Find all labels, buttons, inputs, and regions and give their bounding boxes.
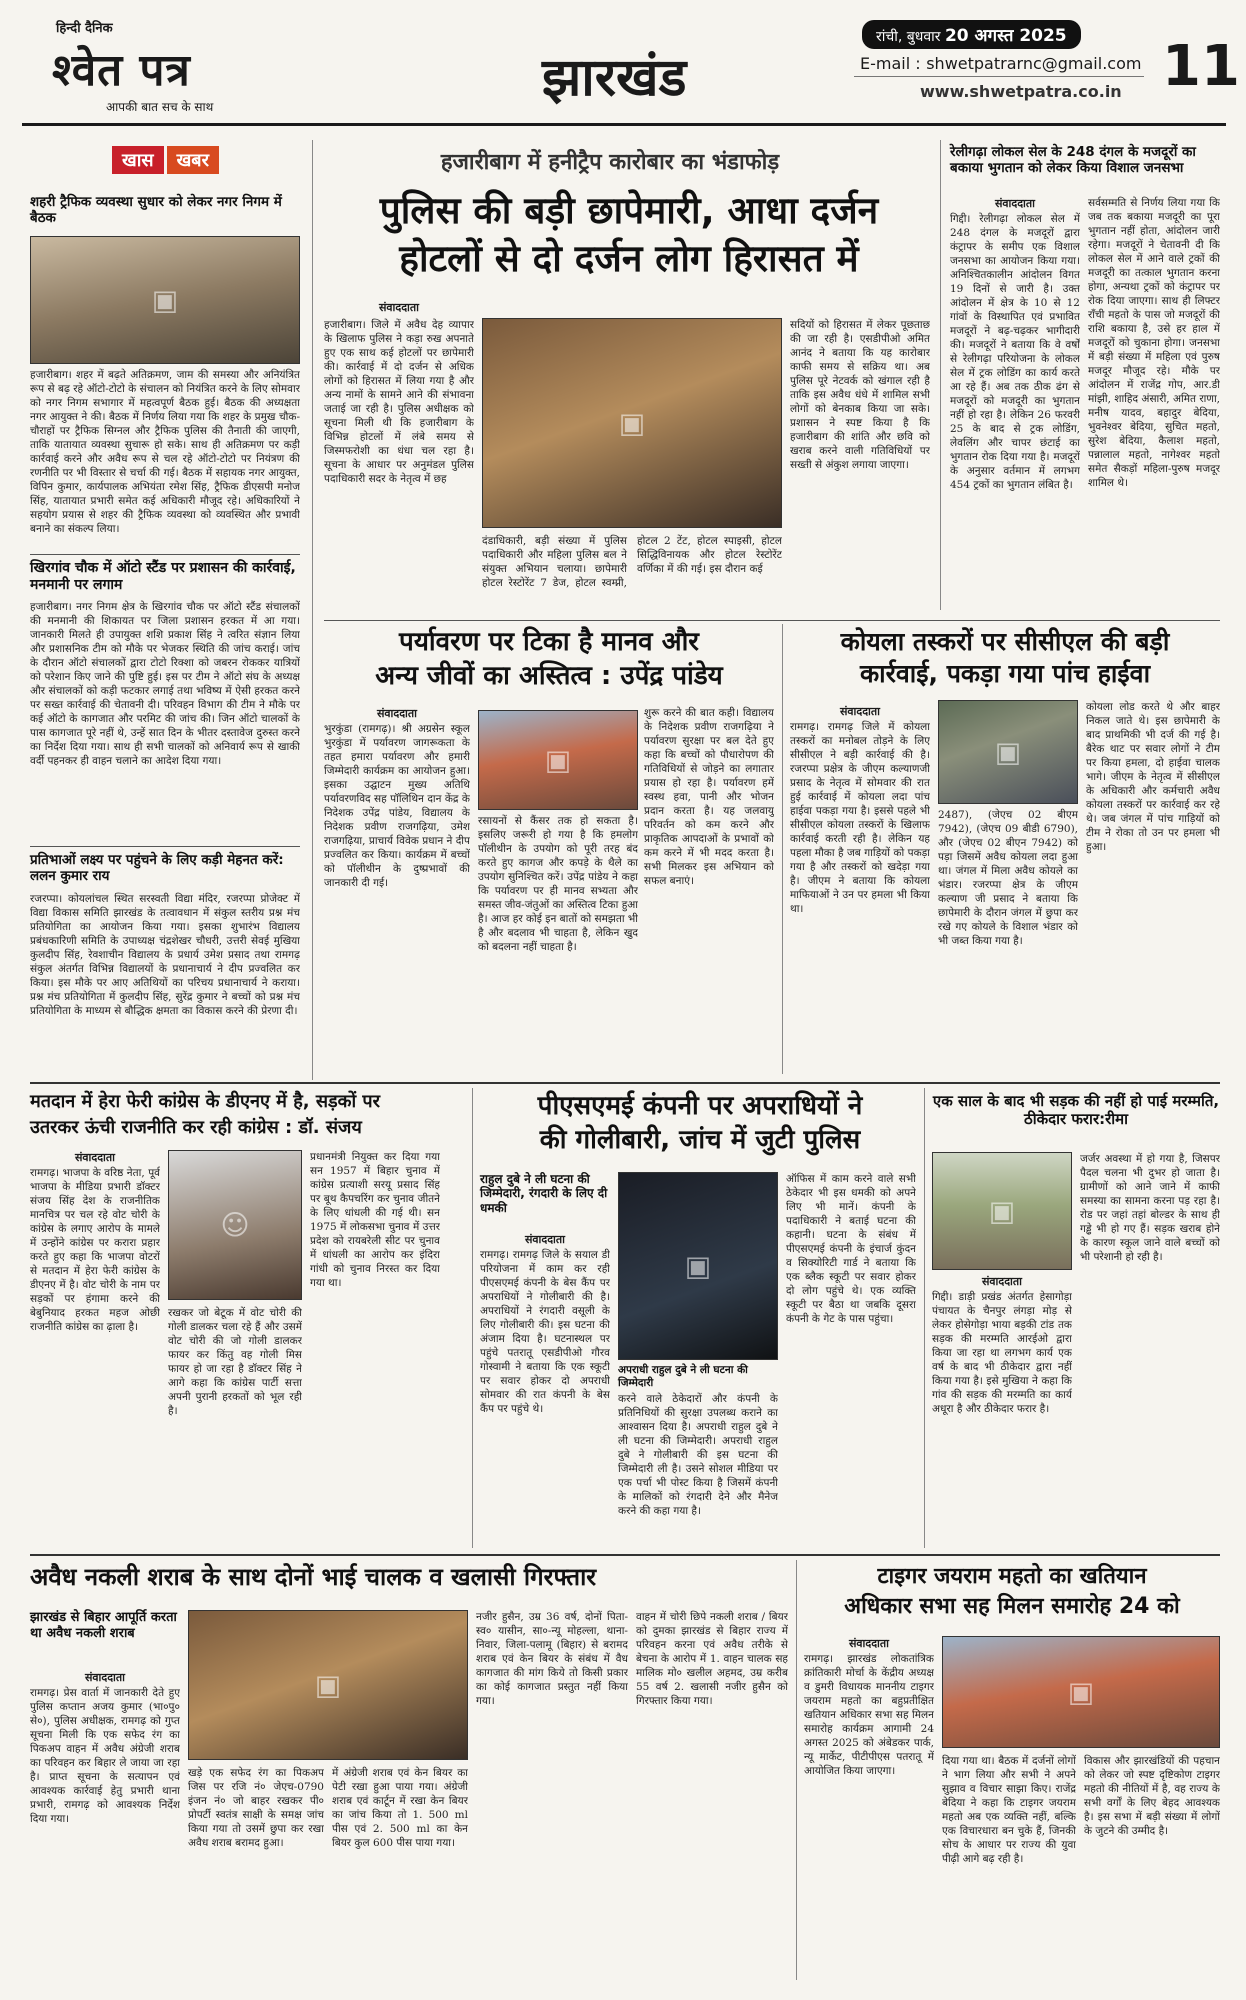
right-story-byline: संवाददाता [994,197,1036,210]
truck-photo [938,700,1078,804]
psmy-caption: अपराधी राहुल दुबे ने ली घटना की जिम्मेदारी [618,1364,748,1389]
photo-icon: ▣ [151,283,179,317]
tiger-head-line2: अधिकार सभा सह मिलन समारोह 24 को [844,1594,1180,1619]
road-head: एक साल के बाद भी सड़क की नहीं हो पाई मरम्मति, ठीकेदार फरार:रीमा [932,1092,1220,1128]
tiger-head-line1: टाइगर जयराम महतो का खतियान [877,1564,1147,1589]
photo-icon: ▣ [618,406,646,440]
left-story3-head: प्रतिभाओं लक्ष्य पर पहुंचने के लिए कड़ी मेहनत करें: ललन कुमार राय [30,852,284,885]
congress-col1: रामगढ़। भाजपा के वरिष्ठ नेता, पूर्व भाजपा के मीडिया प्रभारी डॉक्टर संजय सिंह देश के राजनीतिक मानचित्र पर चल रहे वोट चोरी के कांग्रेस के लगाए आरोप के मामले में उन्होंने कांग्रेस पर करारा प्रहार करते हुए कहा कि भाजपा वोटरों से मतदान में हेरा फेरी कांग्रेस के डीएनए में है। वोट चोरी के नाम पर सड़कों पर हंगामा करने की बेबुनियाद हरकत महज ओछी राजनीति कांग्रेस का ढ़ाला है। [30,1167,160,1333]
psmy-col1: रामगढ़। रामगढ़ जिले के सयाल डी परियोजना में काम कर रही पीएसएमई कंपनी के बेस कैंप पर अपराधियों ने गोलीबारी की है। अपराधियों ने रंगदारी वसूली के लिए गोलीबारी की। इस घटना की अंजाम दिया है। घटनास्थल पर पहुंचे पतरातू एसडीपीओ गौरव गोस्वामी ने बताया कि एक स्कूटी पर सवार होकर दो अपराधी सोमवार की रात कंपनी के बेस कैंप पर पहुंचे थे। [480,1249,610,1415]
page-number: 11 [1162,34,1240,99]
left-story3-body: रजरप्पा। कोयलांचल स्थित सरस्वती विद्या मंदिर, रजरप्पा प्रोजेक्ट में विद्या विकास समिति झारखंड के तत्वावधान में संकुल स्तरीय प्रश्न मंच प्रतियोगिता का आयोजन किया गया। इसका शुभारंभ विद्यालय प्रबंधकारिणी समिति के उपाध्यक्ष चंद्रशेखर चौधरी, उत्तरी सेवई मुखिया कुलदीप सिंह, रेवशाचीन विद्यालय के प्रधार्य उमेश प्रसाद तथा रामगढ़ संकुल अंतर्गत विभिन्न विद्यालयों के प्रधानाचार्य ने दीप प्रज्वलित कर किया। इस मौके पर आए अतिथियों का परिचय प्रधानाचार्य ने कराया। प्रश्न मंच प्रतियोगिता में कुलदीप सिंह, सुरेंद्र कुमार ने बच्चों को प्रश्न मंच प्रतियोगिता के माध्यम से बौद्धिक क्षमता का विकास करने की प्रेरणा दी। [30,893,300,1017]
liquor-col2: खड़े एक सफेद रंग का पिकअप जिस पर रजि नं० जेएच-0790 इंजन नं० जो बाहर रखकर पी० प्रोपर्टी स्वतंत्र साक्षी के समक्ष जांच किया गया तो उसमें छुपा कर रखा अवैध शराब बरामद हुआ। [188,1767,324,1849]
liquor-col3: में अंग्रेजी शराब एवं केन बियर का पेटी रखा हुआ पाया गया। अंग्रेजी शराब एवं कार्टून में रखा केन बियर का जांच किया तो 1. 500 ml पीस एवं 2. 500 ml का केन बियर कुल 600 पीस पाया गया। [332,1767,468,1849]
arrest-photo [188,1610,468,1760]
column-rule [782,624,783,1074]
liquor-sub-head: झारखंड से बिहार आपूर्ति करता था अवैध नकली शराब [30,1610,177,1641]
env-col1: भुरकुंडा (रामगढ़)। श्री अग्रसेन स्कूल भुरकुंडा में पर्यावरण जागरूकता के तहत हमारा पर्यावरण और हमारी जिम्मेदारी कार्यक्रम का आयोजन हुआ। इसका उद्घाटन मुख्य अतिथि पर्यावरणविद सह पॉलिथिन दान केंद्र के निदेशक उपेंद्र पांडेय, विद्यालय के निदेशक प्रवीण राजगढ़िया, उमेश राजगढ़िया, प्राचार्य विवेक प्रधान ने दीप प्रज्वलित कर किया। कार्यक्रम में बच्चों को पॉलीथीन के दुष्प्रभावों की जानकारी दी गई। [324,723,470,889]
divider [30,554,300,555]
congress-col3: रखकर जो बेटूक में वोट चोरी की गोली डालकर चला रहे हैं और उसमें वोट चोरी की जो गोली डालकर फायर कर किंतु वह गोली मिस फायर हो जा रहा है डॉक्टर सिंह ने आगे कहा कि कांग्रेस पार्टी सत्ता अपनी पुरानी हरकतों को भूल रही है। [168,1307,302,1417]
tiger-col3: विकास और झारखंडियों की पहचान को लेकर जो स्पष्ट दृष्टिकोण टाइगर महतो की नीतियों में है, वह राज्य के सभी वर्गों के लिए बेहद आवश्यक है। इस सभा में बड़ी संख्या में लोगों के जुटने की उम्मीद है। [1084,1755,1220,1837]
coal-col1: रामगढ़। रामगढ़ जिले में कोयला तस्करों का मनोबल तोड़ने के लिए सीसीएल ने बड़ी कार्रवाई की है। रजरप्पा प्रक्षेत्र के जीएम कल्याणजी प्रसाद के नेतृत्व में सोमवार की रात हुई कार्रवाई में कोयला लदा पांच हाईवा पकड़ा गया है। इससे पहले भी सीसीएल कोयला तस्करों के खिलाफ कार्रवाई करती रही है। लेकिन यह पहला मौका है जब गाड़ियों को पकड़ा गया है और तस्करों को खदेड़ा गया है। जीएम ने बताया कि कोयला माफियाओं ने उन पर हमला भी किया था। [790,721,930,915]
coal-col2: 2487), (जेएच 02 बीएम 7942), (जेएच 09 बीडी 6790), और (जेएच 02 बीएन 7942) को पड़ा जिसमें अवैध कोयला लदा हुआ था। जंगल में मिला अवैध कोयले का भंडार। रजरप्पा क्षेत्र के जीएम कल्याण जी प्रसाद ने बताया कि छापेमारी के दौरान जंगल में छुपा कर रखे गए कोयले के विशाल भंडार को भी जब्त किया गया है। [938,809,1078,947]
divider [30,1554,1220,1556]
lead-byline: संवाददाता [378,301,420,314]
liquor-col4: नजीर हुसैन, उम्र 36 वर्ष, दोनों पिता-स्व० यासीन, सा०-न्यू मोहल्ला, थाना-निवार, जिला-पलामू (बिहार) से बरामद शराब एवं केन बियर के संबंध में वैध कागजात की मांग किये तो किसी प्रकार का कोई कागजात प्रस्तुत नहीं किया गया। [476,1611,628,1707]
section-title: झारखंड [542,47,687,108]
badge-part-1: खास [112,146,164,174]
liquor-col1: रामगढ़। प्रेस वार्ता में जानकारी देते हुए पुलिस कप्तान अजय कुमार (भा०पु० से०), पुलिस अधीक्षक, रामगढ़ को गुप्त सूचना मिली कि एक सफेद रंग का पिकअप वाहन में अवैध अंग्रेजी शराब का परिवहन कर बिहार ले जाया जा रहा है। प्राप्त सूचना के सत्यापन एवं आवश्यक कार्रवाई हेतु प्रभारी थाना प्रभारी, रामगढ़ को आवश्यक निर्देश दिया गया। [30,1687,180,1825]
divider [30,846,300,847]
divider [324,620,1220,621]
photo-icon: ▣ [684,1249,712,1283]
psmy-col3: ऑफिस में काम करने वाले सभी ठेकेदार भी इस धमकी को अपने लिए भी मानें। कंपनी के पदाधिकारी ने बताई घटना की कहानी। घटना के संबंध में पीएसएमई कंपनी के इंचार्ज कुंदन व सिक्योरिटी गार्ड ने बताया कि एक ब्लैक स्कूटी पर सवार होकर दो लोग पहुंचे थे। एक व्यक्ति स्कूटी पर बैठा था जबकि दूसरा कंपनी के गेट के पास पहुंचा। [786,1173,916,1325]
dateline-city: रांची, बुधवार [876,29,941,45]
tiger-byline: संवाददाता [848,1637,890,1650]
psmy-sub-head: राहुल दुबे ने ली घटना की जिम्मेदारी, रंगदारी के लिए दी धमकी [480,1172,608,1215]
coal-head-line2: कार्रवाई, पकड़ा गया पांच हाईवा [859,659,1151,688]
road-photo [932,1152,1072,1270]
congress-head-line2: उतरकर ऊंची राजनीति कर रही कांग्रेस : डॉ. संजय [30,1117,362,1138]
column-rule [924,1088,925,1548]
congress-col2: प्रधानमंत्री नियुक्त कर दिया गया सन 1957 में बिहार चुनाव में कांग्रेस प्रत्याशी सरयू प्रसाद सिंह पर बूथ कैपचरिंग कर चुनाव जीतने के लिए धांधली की गई थी। सन 1975 में लोकसभा चुनाव में उत्तर प्रदेश को रायबरेली सीट पर चुनाव में धांधली का आरोप कर इंदिरा गांधी को चुनाव निरस्त कर दिया गया था। [310,1151,440,1289]
khas-khabar-badge [112,146,219,174]
night-scene-photo [618,1172,778,1360]
masthead [22,16,1240,126]
liquor-byline: संवाददाता [84,1671,126,1684]
lead-head-line1: पुलिस की बड़ी छापेमारी, आधा दर्जन [379,189,879,232]
right-story-head: रेलीगढ़ा लोकल सेल के 248 दंगल के मजदूरों का बकाया भुगतान को लेकर किया विशाल जनसभा [950,144,1196,177]
dateline-date: 20 अगस्त 2025 [944,26,1067,46]
right-story-col1: गिद्दी। रेलीगढ़ा लोकल सेल में 248 दंगल के मजदूरों द्वारा कंट्रापर के समीप एक विशाल जनसभा का आयोजन किया गया। अनिश्चितकालीन आंदोलन विगत 19 दिनों से जारी है। उक्त आंदोलन में क्षेत्र के 10 से 12 गांवों के विस्थापित एवं प्रभावित मजदूरों ने बढ़-चढ़कर भागीदारी की। मजदूरों ने बताया कि वे वर्षों से रेलीगढ़ा परियोजना के लोकल सेल में ट्रक लोडिंग का कार्य करते आ रहे हैं। अब तक ठीक ढंग से मजदूरों को मजदूरी का भुगतान नहीं हो रहा है। लेकिन 26 फरवरी 25 के बाद से ट्रक लोडिंग, लेवलिंग और चापर छंटाई का भुगतान रोक दिया गया है। मजदूरों के अनुसार वर्तमान में लगभग 454 ट्रकों का भुगतान लंबित है। [950,213,1080,491]
tiger-col1: रामगढ़। झारखंड लोकतांत्रिक क्रांतिकारी मोर्चा के केंद्रीय अध्यक्ष व डुमरी विधायक माननीय टाइगर जयराम महतो का बहुप्रतीक्षित खतियान अधिकार सभा सह मिलन समारोह कार्यक्रम आगामी 24 अगस्त 2025 को अंबेडकर पार्क, न्यू मार्केट, पीटीपीएस पतरातू में आयोजित किया जाएगा। [804,1653,934,1777]
coal-col3: कोयला लोड करते थे और बाहर निकल जाते थे। इस छापेमारी के बाद प्राथमिकी भी दर्ज की गई है। बैरेक थाट पर सवार लोगों ने टीम पर किया हमला, दो हाईवा चालक भागे। जीएम के नेतृत्व में सीसीएल के अधिकारी और कर्मचारी अवैध कोयला तस्करों पर कार्रवाई कर रहे थे। जब जंगल में पांच गाड़ियों को टीम ने रोका तो उन पर हमला भी हुआ। [1086,701,1220,853]
env-head-line2: अन्य जीवों का अस्तित्व : उपेंद्र पांडेय [375,661,723,691]
tiger-col2: दिया गया था। बैठक में दर्जनों लोगों ने भाग लिया और सभी ने अपने सुझाव व विचार साझा किए। राजेंद्र बेदिया ने कहा कि टाइगर जयराम महतो अब एक व्यक्ति नहीं, बल्कि एक विचारधारा बन चुके हैं, जिनकी सोच के आधार पर राज्य की युवा पीढ़ी आगे बढ़ रही है। [942,1755,1076,1865]
road-col1: गिद्दी। डाड़ी प्रखंड अंतर्गत हेसागोड़ा पंचायत के चैनपुर लंगड़ा मोड़ से लेकर होसेगोड़ा भाया बड़की टांड तक सड़क की मरम्मति आरईओ द्वारा किया जा रहा था लगभग कार्य एक वर्ष के बाद भी ठीकेदार द्वारा नहीं किया गया है। इसे मुखिया ने कहा कि गांव की सड़क की मरम्मति का कार्य अधूरा है और ठीकेदार फरार है। [932,1291,1072,1415]
masthead-rule [854,76,1144,77]
coal-byline: संवाददाता [839,705,881,718]
masthead-pre-title: हिन्दी दैनिक [56,21,113,36]
lead-kicker: हजारीबाग में हनीट्रैप कारोबार का भंडाफोड़ [440,150,780,175]
coal-head-line1: कोयला तस्करों पर सीसीएल की बड़ी [840,627,1170,656]
column-rule [312,140,313,1080]
masthead-tagline: आपकी बात सच के साथ [106,100,214,114]
road-byline: संवाददाता [981,1275,1023,1288]
masthead-name: श्वेत पत्र [52,45,191,96]
column-rule [796,1560,797,1980]
env-byline: संवाददाता [376,707,418,720]
divider [30,1082,1220,1084]
email [860,54,1141,73]
email-address[interactable]: shwetpatrarnc@gmail.com [926,54,1142,73]
congress-head-line1: मतदान में हेरा फेरी कांग्रेस के डीएनए में है, सड़कों पर [30,1091,380,1112]
sanjay-portrait [168,1150,302,1300]
env-col2: रसायनों से कैंसर तक हो सकता है। इसलिए जरूरी हो गया है कि हमलोग पॉलीथीन के उपयोग को पूरी तरह बंद करते हुए कागज और कपड़े के थैले का उपयोग सुनिश्चित करें। उपेंद्र पांडेय ने कहा कि पर्यावरण पर ही मानव सभ्यता और समस्त जीव-जंतुओं का अस्तित्व टिका हुआ है। आज हर कोई इन बातों को समझता भी है और बदलाव भी चाहता है, लेकिन खुद को बदलना नहीं चाहता है। [478,815,638,953]
lead-col3: सदियों को हिरासत में लेकर पूछताछ की जा रही है। एसडीपीओ अमित आनंद ने बताया कि यह कारोबार काफी समय से सक्रिय था। अब पुलिस पूरे नेटवर्क को खंगाल रही है ताकि इस अवैध धंधे में शामिल सभी लोगों को बेनकाब किया जा सके। प्रशासन ने स्पष्ट किया है कि हजारीबाग की शांति और छवि को खराब करने वाली गतिविधियों पर सख्ती से अंकुश लगाया जाएगा। [790,319,930,471]
left-story2-body: हजारीबाग। नगर निगम क्षेत्र के खिरगांव चौक पर ऑटो स्टैंड संचालकों की मनमानी की शिकायत पर जिला प्रशासन हरकत में आ गया। जानकारी मिलते ही उपायुक्त शशि प्रकाश सिंह ने त्वरित संज्ञान लिया और प्रशासनिक टीम को मौके पर भेजकर स्थिति की जांच कराई। जांच के दौरान ऑटो संचालकों द्वारा टोटो रिक्शा को जबरन रोककर यात्रियों को परेशान किए जाने की पुष्टि हुई। इस पर टीम ने ऑटो संघ के अध्यक्ष और संचालकों को कड़ी फटकार लगाई तथा भविष्य में ऐसी हरकत करने पर सख्त कार्रवाई की चेतावनी दी। परिवहन विभाग की टीम ने मौके पर कई ऑटो के कागजात और परमिट की जांच की। जिन ऑटो चालकों के पास कागजात पूरे नहीं थे, उन्हें सात दिन के भीतर दस्तावेज दुरुस्त करने का निर्देश दिया गया। साथ ही सभी चालकों को अनिवार्य रूप से खाकी वर्दी पहनकर ही वाहन चलाने का आदेश दिया गया। [30,601,300,767]
lead-col2: दंडाधिकारी, बड़ी संख्या में पुलिस पदाधिकारी और महिला पुलिस बल ने संयुक्त अभियान चलाया। छापेमारी होटल रेस्टोरेंट 7 डेज, होटल स्वम्प्नी, होटल 2 टेंट, होटल स्पाइसी, होटल सिद्धिविनायक और होटल रेस्टोरेंट वर्णिका में की गई। इस दौरान कई [482,535,782,589]
road-col2: जर्जर अवस्था में हो गया है, जिसपर पैदल चलना भी दुभर हो जाता है। ग्रामीणों को आने जाने में काफी समस्या का सामना करना पड़ रहा है। रोड पर जहां तहां बोल्डर के साथ ही गड्ढे भी हो गए हैं। सड़क खराब होने के कारण स्कूल जाने वाले बच्चों को भी परेशानी हो रही है। [1080,1153,1220,1263]
meeting-photo [30,236,300,364]
email-label: E-mail : [860,54,921,73]
env-head-line1: पर्यावरण पर टिका है मानव और [399,627,699,657]
photo-icon: ▣ [314,1668,342,1702]
psmy-head-line1: पीएसएमई कंपनी पर अपराधियों ने [537,1091,863,1121]
photo-icon: ▣ [544,743,572,777]
liquor-head: अवैध नकली शराब के साथ दोनों भाई चालक व खलासी गिरफ्तार [30,1563,597,1591]
congress-byline: संवाददाता [74,1151,116,1164]
hotel-raid-photo [482,318,782,528]
left-story2-head: खिरगांव चौक में ऑटो स्टैंड पर प्रशासन की कार्रवाई, मनमानी पर लगाम [30,560,296,593]
psmy-col2: करने वाले ठेकेदारों और कंपनी के प्रतिनिधियों की सुरक्षा उपलब्ध कराने का आश्वासन दिया है। अपराधी राहुल दुबे ने ली घटना की जिम्मेदारी। अपराधी राहुल दुबे ने गोलीबारी की इस घटना की जिम्मेदारी ली है। उसने सोशल मीडिया पर एक पर्चा भी पोस्ट किया है जिसमें कंपनी के मालिकों को रंगदारी देने और मैनेज करने की कहा गया है। [618,1393,778,1517]
psmy-head-line2: की गोलीबारी, जांच में जुटी पुलिस [539,1125,861,1155]
rally-photo [942,1636,1220,1748]
photo-icon: ▣ [988,1194,1016,1228]
website[interactable]: www.shwetpatra.co.in [920,82,1122,101]
column-rule [940,140,941,610]
lead-head-line2: होटलों से दो दर्जन लोग हिरासत में [399,237,859,280]
env-col3: शुरू करने की बात कही। विद्यालय के निदेशक प्रवीण राजगढ़िया ने पर्यावरण सुरक्षा पर बल देते हुए कहा कि बच्चों को पौधारोपण की गतिविधियों से जोड़ने का लगातार प्रयास हो रहा है। पर्यावरण हमें स्वस्थ हवा, पानी और भोजन प्रदान करता है। यह जलवायु परिवर्तन को कम करने और प्राकृतिक आपदाओं के प्रभावों को कम करने में भी मदद करता है। सभी मिलकर इस अभियान को सफल बनाएं। [644,707,774,887]
lead-col1: हजारीबाग। जिले में अवैध देह व्यापार के खिलाफ पुलिस ने कड़ा रुख अपनाते हुए एक साथ कई होटलों पर छापेमारी की। कार्रवाई में दो दर्जन से अधिक लोगों को हिरासत में लिया गया है और अन्य नामों के सामने आने की संभावना जताई जा रही है। पुलिस अधीक्षक को सूचना मिली थी कि हजारीबाग के विभिन्न होटलों में लंबे समय से जिस्मफरोशी का धंधा चल रहा है। सूचना के आधार पर अनुमंडल पुलिस पदाधिकारी सदर के नेतृत्व में छह [324,319,474,485]
column-rule [472,1088,473,1548]
left-story1-body: हजारीबाग। शहर में बढ़ते अतिक्रमण, जाम की समस्या और अनियंत्रित रूप से बढ़ रहे ऑटो-टोटो के संचालन को नियंत्रित करने के लिए सोमवार को नगर निगम सभागार में महत्वपूर्ण बैठक हुई। बैठक की अध्यक्षता नगर आयुक्त ने की। बैठक में निर्णय लिया गया कि शहर के प्रमुख चौक-चौराहों पर ट्रैफिक सिग्नल और ट्रैफिक पुलिस की तैनाती की जाएगी, ताकि यातायात व्यवस्था सुचारू हो सके। साथ ही अतिक्रमण पर कड़ी कार्रवाई करने और अवैध रूप से चल रहे ऑटो-टोटो पर नियंत्रण की रणनीति पर भी विस्तार से चर्चा की गई। बैठक में सहायक नगर आयुक्त, विपिन कुमार, कार्यपालक अभियंता रमेश सिंह, ट्रैफिक डीएसपी मनोज सिंह, यातायात प्रभारी समेत कई अधिकारी मौजूद रहे। अधिकारियों ने सहयोग प्रयास से शहर की ट्रैफिक व्यवस्था को व्यवस्थित और प्रभावी बनाने का संकल्प लिया। [30,369,300,535]
badge-part-2: खबर [167,146,219,174]
person-icon: ☺ [220,1208,250,1242]
liquor-col5: वाहन में चोरी छिपे नकली शराब / बियर को दुमका झारखंड से बिहार राज्य में परिवहन करना एवं अवैध तरीके से बेचना के आरोप में 1. वाहन चालक सह मालिक मो० खलील अहमद, उम्र करीब 55 वर्ष 2. खलासी नजीर हुसैन को गिरफ्तार किया गया। [636,1611,788,1707]
right-story-col2: सर्वसम्मति से निर्णय लिया गया कि जब तक बकाया मजदूरी का पूरा भुगतान नहीं होता, आंदोलन जारी रहेगा। मजदूरों ने चेतावनी दी कि लोकल सेल में आने वाले ट्रकों की मजदूरी का तत्काल भुगतान करना होगा, अन्यथा ट्रकों को कंट्रापर पर रोक दिया जाएगा। साथ ही लिफ्टर राँची महतो के पास जो मजदूरों की राशि बकाया है, उसे हर हाल में मजदूरों को चुकाना होगा। जनसभा में बड़ी संख्या में महिला एवं पुरुष मजदूर मौजूद रहे। मौके पर आंदोलन में राजेंद्र गोप, आर.डी मांझी, शाहिद अंसारी, अमित राणा, मनीष यादव, बहादुर बेदिया, भुवनेश्वर बेदिया, सुचित महतो, सुरेश बेदिया, कैलाश महतो, पन्नालाल महतो, नागेश्वर महतो समेत सैकड़ों महिला-पुरुष मजदूर शामिल थे। [1088,197,1220,489]
photo-icon: ▣ [994,735,1022,769]
psmy-byline: संवाददाता [524,1233,566,1246]
left-story1-head: शहरी ट्रैफिक व्यवस्था सुधार को लेकर नगर निगम में बैठक [30,194,282,227]
dateline [862,20,1081,49]
school-event-photo [478,710,638,810]
photo-icon: ▣ [1067,1675,1095,1709]
